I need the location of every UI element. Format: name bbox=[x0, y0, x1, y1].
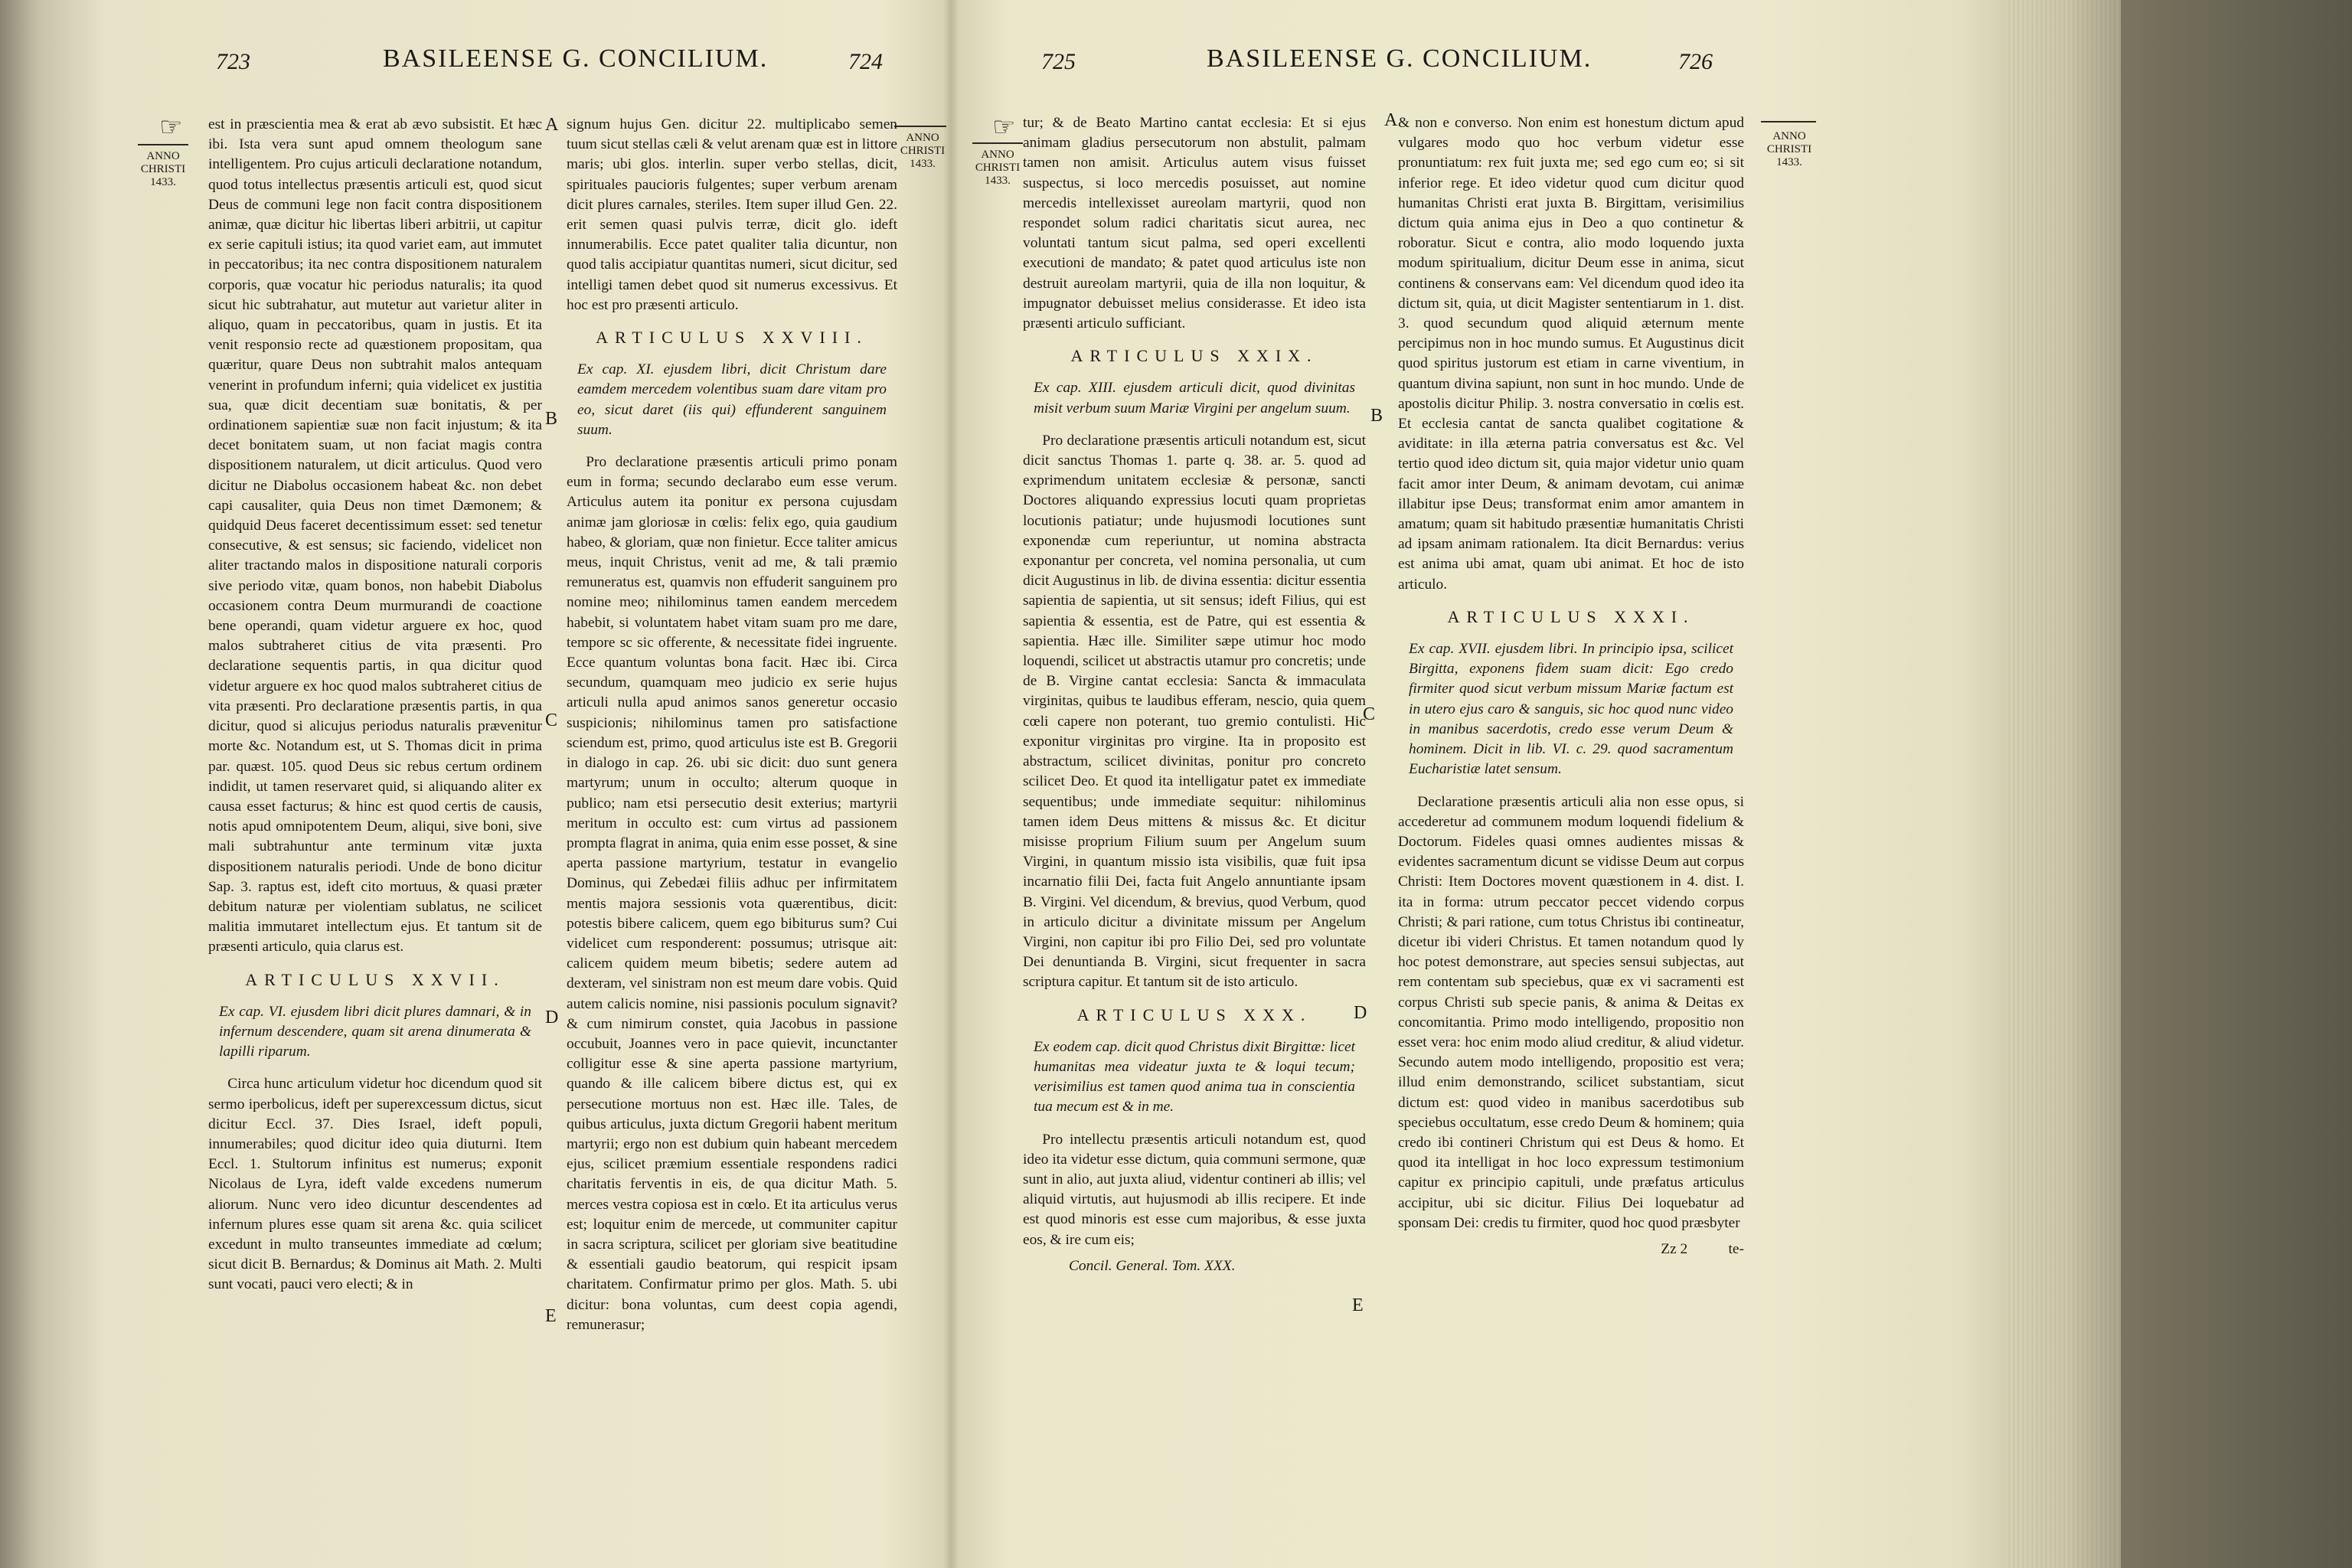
paragraph: est in præscientia mea & erat ab ævo subsistit. Et hæc ibi. Ista vera sunt apud omnem theologum sane intelligentem. Pro cujus articuli declaratione notandum, quod totus intellectus præsentis articuli est, quod sicut Deus de communi lege non facit contra dispositionem animæ, quæ dicitur hic libertas liberi arbitrii, ut capitur ex serie capituli istius; ita quod variet eam, aut immutet in peccatoribus; ita nec contra dispositionem naturalem corporis, quæ vocatur hic periodus naturalis; ita quod sicut hic subtrahatur, aut mutetur aut varietur aliter in aliquo, quam in peccatoribus, quam in justis. Et ita venit responsio recte ad quæstionem propositam, qua quæritur, quare Deus non subtrahit malos antequam venerint in profundum inferni; quia videlicet ex justitia sua, quæ dicit decentiam suæ bonitatis, & per ordinationem sapientiæ suæ non facit injustum; & ita decet bonitatem suam, ut non faciat magis contra dispositionem naturalem, ut dicit articulus. Quod vero dicitur ne Diabolus occasionem habeat &c. non debet capi causaliter, quia Deus non timet Dæmonem; & quidquid Deus faceret decentissimum esset: sed tenetur consecutive, & est sensus; sic faciendo, videlicet non aliter tractando malos in dispositione naturali corporis sive periodo vitæ, quam bonos, non habebit Diabolus occasionem contra Deum murmurandi de coactione bene operandi, quam videtur arguere ex hoc, quod malos subtraheret citius de vita præsenti. Pro declaratione sequentis partis, in qua dicitur quod videtur arguere ex hoc quod malos subtraheret citius de vita præsenti. Pro declaratione præsentis partis, in qua dicitur, quod si alicujus periodus naturalis prævenitur morte &c. Notandum est, ut S. Thomas dicit in prima par. quæst. 105. quod Deus sic rebus certum ordinem indidit, ut tamen reservaret quid, si aliquando aliter ex causa esset facturus; & hinc est quod certis de causis, notis apud omnipotentem Deum, aliqui, sive boni, sive mali subtrahuntur ante terminum vitæ juxta dispositionem naturalis periodi. Unde de bono dicitur Sap. 3. raptus est, ideft cito mortuus, & quasi præter debitum naturæ per violentiam sublatus, ne scilicet malitia immutaret intellectum ejus. Et tantum sit de præsenti articulo, quia clarus est. bbox=[208, 116, 542, 956]
running-title-right: BASILEENSE G. CONCILIUM. bbox=[1207, 44, 1592, 73]
paragraph: tur; & de Beato Martino cantat ecclesia: Et si ejus animam gladius persecutorum non abstulit, palmam tamen non amisit. Articulus autem visus fuisset suspectus, si loco mercedis posuisset, aut nomine mercedis intellexisset aureolam martyrii, quod non respondet solum radici charitatis sicut aurea, nec voluntati tantum sicut palma, sed operi excellenti executioni de mandato; & patet quod articulus iste non destruit aureolam martyrii, quia de illa non loquitur, & impugnator debuisset melius considerasse. Et ideo ista præsenti articulo sufficiant. bbox=[1023, 115, 1366, 332]
section-letter-e: E bbox=[1352, 1295, 1364, 1315]
section-letter-d: D bbox=[1354, 1003, 1367, 1023]
signature-mark bbox=[1398, 1240, 1744, 1259]
anno-christi-note bbox=[136, 150, 190, 189]
paragraph: & non e converso. Non enim est honestum dictum apud vulgares modo quo hoc verbum videtur esse pronuntiatum: rex fuit juxta me; sed ego cum eo; si sit inferior rege. Et ideo videtur quod cum dicitur quod humanitas Christi erat juxta B. Birgittam, verisimilius dictum quia anima ejus in Deo a quo continetur & roboratur. Sicut e contra, alio modo loquendo juxta modum spiritualium, dicitur Deum esse in anima, sicut continens & conservans eam: Vel dicendum quod ideo ita dictum sit, quia, ut dicit Magister sententiarum in 1. dist. 3. quod secundum quod aliquid æternum mente percipimus non in hoc mundo sumus. Et Augustinus dicit quod spiritus justorum est etiam in carne viventium, in quantum divina sapiunt, non sunt in hoc mundo. Unde de apostolis dicitur Philip. 3. nostra conversatio in cœlis est. Et ecclesia cantat de sancta qualibet cogitatione & aviditate: in illa æterna patria conversatus est &c. Vel tertio quod ideo dictum sit, quia major videtur unio quam facit amor inter Deum, & animam devotam, cui animæ illabitur ipse Deus; transformat enim amor amantem in amatum; quam sit habitudo præsentiæ humanitatis Christi ad ipsam animam rationalem. Ita dicit Bernardus: verius est anima ubi amat, quam ubi animat. Et hoc de isto articulo. bbox=[1398, 115, 1744, 593]
text-column-1 bbox=[208, 115, 542, 1539]
article-heading-31: ARTICULUS XXXI. bbox=[1447, 606, 1695, 626]
signature-label: Zz 2 bbox=[1661, 1240, 1688, 1257]
article-heading-28: ARTICULUS XXVIII. bbox=[596, 328, 868, 348]
margin-rule bbox=[1761, 121, 1816, 122]
anno-label: ANNO bbox=[906, 132, 939, 144]
christi-label: CHRISTI bbox=[975, 162, 1021, 174]
section-letter-b: B bbox=[545, 409, 558, 429]
year-label: 1433. bbox=[985, 175, 1011, 187]
section-letter-a: A bbox=[1384, 110, 1398, 130]
margin-rule bbox=[138, 144, 188, 145]
text-column-3 bbox=[1023, 113, 1366, 1537]
section-letter-c: C bbox=[1363, 704, 1376, 724]
anno-label: ANNO bbox=[146, 150, 180, 162]
page-number-726: 726 bbox=[1678, 49, 1713, 74]
christi-label: CHRISTI bbox=[140, 163, 186, 175]
article-lemma: Ex eodem cap. dicit quod Christus dixit Birgittæ: licet humanitas mea videatur juxta te & loqui tecum; verisimilius est tamen quod anima tua in conscientia tua mecum est & in me. bbox=[1034, 1038, 1355, 1116]
paragraph: Circa hunc articulum videtur hoc dicendum quod sit sermo iperbolicus, ideft per superexcessum dictus, sicut dicitur Eccl. 37. Dies Israel, ideft populi, innumerabiles; quod dicitur ideo quia diuturni. Item Eccl. 1. Stultorum infinitus est numerus; exponit Nicolaus de Lyra, ideft valde excedens numerum aliorum. Nunc vero ideo dicuntur descendentes ad infernum plures esse quam sit arena &c. quia scilicet excedunt in multo transeuntes immediate ad cœlum; sicut dicit B. Bernardus; & Dominus ait Math. 2. Multi sunt vocati, pauci vero electi; & in bbox=[208, 1076, 542, 1293]
margin-rule bbox=[972, 142, 1023, 144]
section-letter-e: E bbox=[545, 1306, 557, 1326]
article-lemma: Ex cap. VI. ejusdem libri dicit plures damnari, & in infernum descendere, quam sit arena dinumerata & lapilli riparum. bbox=[219, 1003, 531, 1060]
article-lemma: Ex cap. XIII. ejusdem articuli dicit, quod divinitas misit verbum suum Mariæ Virgini per angelum suum. bbox=[1034, 380, 1355, 416]
anno-label: ANNO bbox=[1772, 130, 1806, 142]
page-number-723: 723 bbox=[216, 49, 250, 74]
christi-label: CHRISTI bbox=[1766, 143, 1812, 155]
section-letter-c: C bbox=[545, 710, 558, 730]
paragraph: Pro intellectu præsentis articuli notandum est, quod ideo ita videtur esse dictum, quia communi sermone, quæ sunt in alio, aut juxta aliud, videntur contineri ab illis; vel aliquid virtutis, aut hujusmodi ab illis recipere. Et inde est quod minoris est esse cum majoribus, & esse juxta eos, & ire cum eis; bbox=[1023, 1131, 1366, 1248]
paragraph: Pro declaratione præsentis articuli notandum est, sicut dicit sanctus Thomas 1. parte q. 38. ar. 5. quod ad exprimendum unitatem ecclesiæ & personæ, sancti Doctores aliquando expressius locuti quam proprietas locutionis patiatur; unde hujusmodi locutiones sunt exponendæ cum reperiuntur, ut nomina abstracta exponantur per concreta, vel nomina personalia, ut cum dicit Augustinus in lib. de divina essentia: dicitur essentia sapientia de sapientia, ut sit sensus; ideft Filius, qui est sapientia & essentia, est de Patre, qui est essentia & sapientia. Hæc ille. Similiter sæpe utimur hoc modo loquendi, scilicet ut abstractis utamur pro concretis; unde de B. Virgine cantat ecclesia: Sancta & immaculata virginitas, quibus te laudibus efferam, nescio, quia quem cœli capere non poterant, tuo gremio contulisti. Hic exponitur virginitas pro virgine. Ita in proposito est abstractum, scilicet divinitas, ponitur pro concreto scilicet Deo. Et quod ita intelligatur patet ex immediate sequentibus; unde immediate sequitur: nihilominus tamen idem Deus mittens & missus &c. Et dicitur misisse proprium Filium suum per Angelum suum Virgini, in quantum missio ista visibilis, quæ fuit ipsa incarnatio filii Dei, facta fuit Angelo annuntiante ipsam B. Virgini. Vel dicendum, & brevius, quod Verbum, quod in articulo dicitur a divinitate missum per Angelum Virgini, non capitur ibi pro Filio Dei, sed pro voluntate Dei denuntianda B. Virgini, sicut frequenter in sacra scriptura capitur. Et tantum sit de isto articulo. bbox=[1023, 432, 1366, 991]
pointing-hand-icon: ☞ bbox=[992, 113, 1016, 142]
page-edges bbox=[2006, 0, 2121, 1568]
year-label: 1433. bbox=[150, 176, 176, 188]
anno-christi-note bbox=[896, 132, 949, 171]
section-letter-a: A bbox=[545, 115, 559, 135]
pointing-hand-icon: ☞ bbox=[159, 113, 183, 142]
paragraph: signum hujus Gen. dicitur 22. multiplicabo semen tuum sicut stellas cæli & velut arenam quæ est in littore maris; ubi glos. interlin. super verbo stellas, dicit, spirituales paucioris fulgentes; super verbum arenam dicit plures carnales, steriles. Item super illud Gen. 22. erit semen quasi pulvis terræ, dicit glo. ideft innumerabilis. Ecce patet qualiter talia dicuntur, non quod talis accipiatur quantitas numeri, sicut dicitur, sed intelligi tamen debet quod sit numerus excessivus. Et hoc est pro præsenti articulo. bbox=[567, 116, 897, 313]
catchword: te- bbox=[1728, 1240, 1744, 1257]
year-label: 1433. bbox=[1776, 156, 1802, 168]
paragraph: Pro declaratione præsentis articuli primo ponam eum in forma; secundo declarabo eum esse verum. Articulus autem ita ponitur ex persona cujusdam animæ jam gloriosæ in cœlis: felix ego, quia gaudium habeo, & gloriam, quæ non finietur. Ecce taliter amicus meus, inquit Christus, venit ad me, & tali præmio remuneratus est, quamvis non effuderit sanguinem pro nomine meo; nihilominus tamen eandem mercedem habebit, si voluntatem habet vitam suam pro me dare, tempore sc sic offerente, & necessitate fidei ingruente. Ecce quantum voluntas bona facit. Hæc ibi. Circa secundum, quamquam meo judicio ex serie hujus articuli nulla apud animos sanos generetur occasio suspicionis; nihilominus tamen pro satisfactione sciendum est, primo, quod articulus iste est B. Gregorii in dialogo in cap. 26. ubi sic dicit: duo sunt genera martyrum; unum in occulto; alterum quoque in publico; nam etsi persecutio desit exterius; martyrii meritum in occulto est: cum virtus ad passionem prompta flagrat in anima, quia enim esse posset, & sine aperta passione martyrium, testatur in evangelio Dominus, qui Zebedæi filiis adhuc per infirmitatem mentis majora sessionis vota quærentibus, dicit: potestis bibere calicem, quem ego bibiturus sum? Cui videlicet cum responderent: possumus; utrisque ait: calicem quidem meum bibetis; sedere autem ad dexteram, vel sinistram non est meum dare vobis. Quid autem calicis nomine, nisi passionis poculum signavit? & cum nimirum constet, quia Jacobus in passione occubuit, Joannes vero in pace quievit, incunctanter colligitur esse & sine aperta passione martyrium, quando & ille calicem bibere dictus est, qui ex persecutione mortuus non est. Hæc ille. Tales, de quibus articulus, juxta dictum Gregorii habent meritum martyrii; ergo non est dubium quin habeant mercedem ejus, scilicet præmium essentiale respondens radici charitatis ferventis in eis, de qua dicitur Math. 5. merces vestra copiosa est in cœlo. Et ita articulus verus est; loquitur enim de mercede, ut communiter capitur in sacra scriptura, scilicet per gloriam sive beatitudine & essentiali gaudio beatorum, qui respicit ipsam charitatem. Confirmatur primo per glos. Math. 5. ubi dicitur: bona voluntas, cum deest copia agendi, remunerasur; bbox=[567, 454, 897, 1333]
anno-christi-note bbox=[971, 149, 1024, 188]
article-heading-27: ARTICULUS XXVII. bbox=[245, 969, 505, 989]
christi-label: CHRISTI bbox=[900, 145, 946, 157]
text-column-4 bbox=[1398, 113, 1744, 1537]
anno-label: ANNO bbox=[981, 149, 1014, 161]
page-number-724: 724 bbox=[848, 49, 883, 74]
paragraph: Declaratione præsentis articuli alia non esse opus, si accederetur ad communem modum loquendi fidelium & Doctorum. Fideles quasi omnes audientes missas & evidentes sacramentum dicunt se vidisse Deum aut corpus Christi: Item Doctores movent quæstionem in 4. dist. I. ita in forma: utrum peccator peccet videndo corpus Christi; & pari ratione, cum totus Christus ibi contineatur, dicetur ibi videri Christus. Et tamen notandum quod ly hoc potest demonstrare, aut species sensui subjectas, aut rem contentam sub speciebus, quæ ex vi sacramenti est corpus Christi sub specie panis, & anima & Deitas ex concomitantia. Primo modo intelligendo, propositio non esset vera: hoc enim modo aliud creditur, & aliud videtur. Secundo autem modo intelligendo, propositio est vera; illud enim demonstrando, scilicet substantiam, sicut dictum est: quod video in manibus sacerdotibus sub speciebus occultatum, esse credo Deum & hominem; quia credo ibi contineri Christum qui est Deus & homo. Et quod ita intelligat in hoc loco expressum testimonium capitur ex principio capituli, unde præfatus articulus accipitur, ubi sic dicitur. Filius Dei loquebatur ad sponsam Dei: credis tu firmiter, quod hoc quod præsbyter bbox=[1398, 793, 1744, 1231]
section-letter-b: B bbox=[1370, 406, 1383, 426]
volume-footer: Concil. General. Tom. XXX. bbox=[1069, 1257, 1236, 1274]
section-letter-d: D bbox=[545, 1008, 559, 1027]
article-heading-29: ARTICULUS XXIX. bbox=[1070, 346, 1318, 366]
year-label: 1433. bbox=[910, 158, 936, 170]
text-column-2 bbox=[567, 115, 897, 1539]
article-lemma: Ex cap. XI. ejusdem libri, dicit Christum dare eamdem mercedem volentibus suam dare vitam pro eo, sicut daret (iis qui) effunderent sanguinem suum. bbox=[577, 361, 887, 438]
margin-rule bbox=[894, 126, 946, 127]
article-heading-30: ARTICULUS XXX. bbox=[1076, 1004, 1312, 1024]
anno-christi-note bbox=[1762, 130, 1816, 169]
page-number-725: 725 bbox=[1041, 49, 1076, 74]
running-title-left: BASILEENSE G. CONCILIUM. bbox=[383, 44, 769, 73]
article-lemma: Ex cap. XVII. ejusdem libri. In principio ipsa, scilicet Birgitta, exponens fidem suam dicit: Ego credo firmiter quod sicut verbum missum Mariæ factum est in utero ejus caro & sanguis, sic hoc quod nunc video in manibus sacerdotis, credo esse verum Deum & hominem. Dicit in lib. VI. c. 29. quod sacramentum Eucharistiæ latet sensum. bbox=[1409, 641, 1733, 778]
